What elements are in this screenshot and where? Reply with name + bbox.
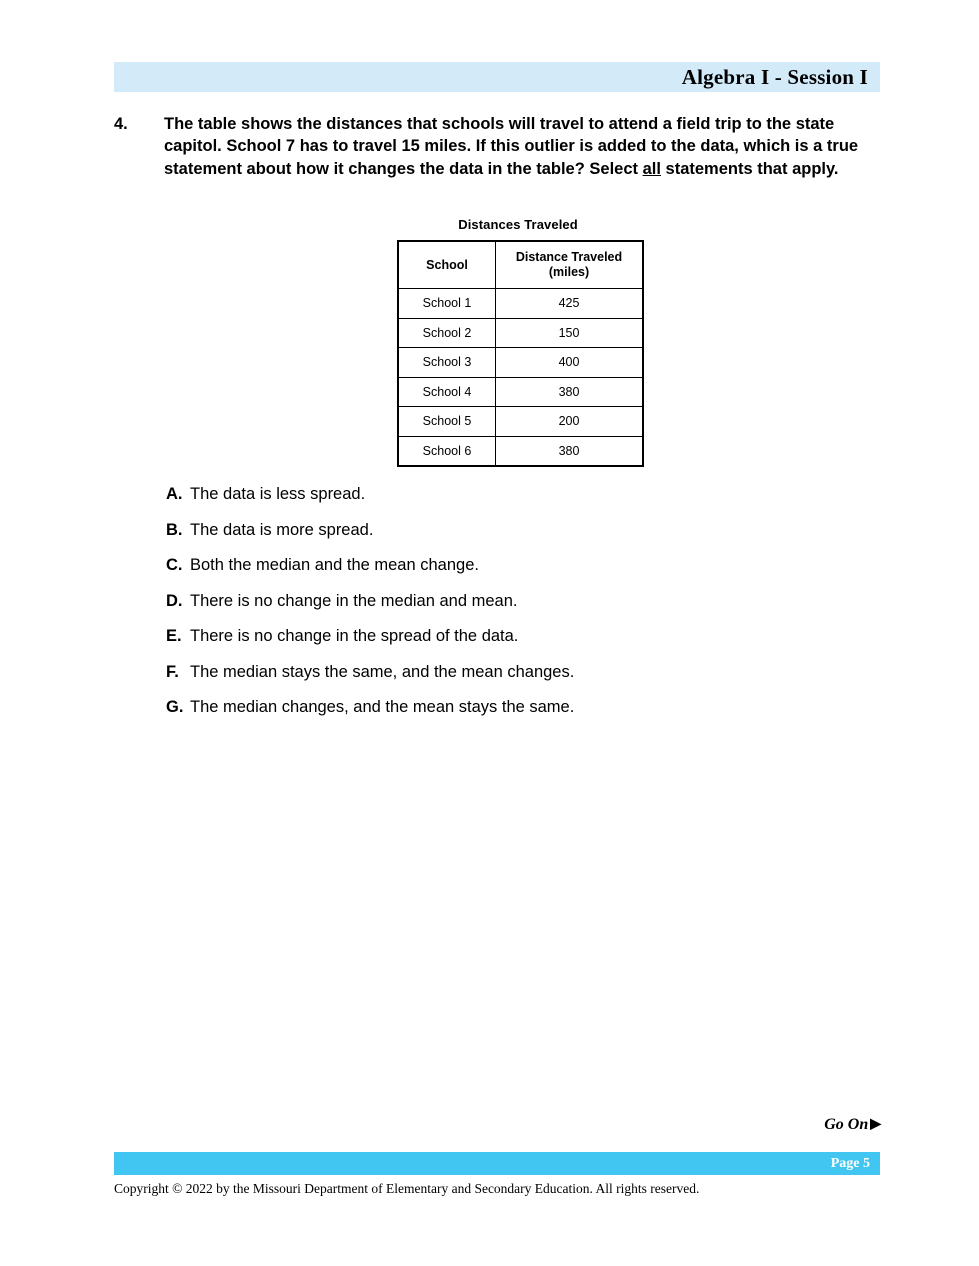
- option-text-c: Both the median and the mean change.: [190, 556, 479, 574]
- option-text-g: The median changes, and the mean stays the same.: [190, 698, 575, 716]
- column-header-distance-line1: Distance Traveled: [515, 250, 623, 264]
- column-header-school: School: [398, 241, 496, 289]
- answer-option-f[interactable]: [166, 662, 866, 683]
- option-text-a: The data is less spread.: [190, 485, 366, 503]
- cell-distance: 380: [496, 436, 644, 466]
- table-header: [398, 241, 643, 289]
- answer-option-g[interactable]: [166, 697, 866, 718]
- option-text-b: The data is more spread.: [190, 520, 374, 539]
- table-row: [398, 348, 643, 378]
- cell-distance: 150: [496, 318, 644, 348]
- option-letter-c: C.: [166, 556, 183, 574]
- table-row: [398, 377, 643, 407]
- answer-options-list: [166, 484, 866, 733]
- option-letter-e: E.: [166, 627, 182, 645]
- question-emphasis-all: all: [642, 159, 661, 178]
- option-text-f: The median stays the same, and the mean changes.: [190, 662, 575, 681]
- option-text-e: There is no change in the spread of the data.: [190, 627, 519, 645]
- option-letter-b: B.: [166, 520, 183, 539]
- answer-option-d[interactable]: [166, 591, 866, 612]
- page-number-label: Page 5: [830, 1155, 870, 1171]
- table-caption: Distances Traveled: [458, 217, 578, 232]
- page-title: Algebra I - Session I: [681, 64, 868, 89]
- cell-school: School 2: [398, 318, 496, 348]
- table-row: [398, 407, 643, 437]
- question-text-part1: The table shows the distances that schools will travel to attend a field trip to the state capitol. School 7 has to travel 15 miles. If this outlier is added to the data, which is a true statement about how it changes the data in the table? Select: [164, 115, 859, 178]
- question-number: 4.: [114, 115, 128, 133]
- column-header-distance: [496, 241, 644, 289]
- option-text-d: There is no change in the median and mean.: [190, 591, 518, 610]
- answer-option-c[interactable]: [166, 555, 866, 576]
- cell-school: School 6: [398, 436, 496, 466]
- cell-distance: 425: [496, 289, 644, 319]
- cell-school: School 5: [398, 407, 496, 437]
- distances-table-container: [397, 217, 639, 467]
- question-text-part2: statements that apply.: [660, 159, 839, 178]
- go-on-indicator: [824, 1116, 881, 1134]
- option-letter-f: F.: [166, 662, 179, 681]
- table-row: [398, 436, 643, 466]
- cell-distance: 200: [496, 407, 644, 437]
- cell-distance: 400: [496, 348, 644, 378]
- option-letter-d: D.: [166, 591, 183, 610]
- column-header-distance-line2: (miles): [548, 265, 590, 279]
- footer-bar: [114, 1152, 880, 1175]
- answer-option-e[interactable]: [166, 626, 866, 647]
- session-header-bar: [114, 62, 880, 92]
- cell-distance: 380: [496, 377, 644, 407]
- table-body: [398, 289, 643, 467]
- answer-option-b[interactable]: [166, 520, 866, 541]
- answer-option-a[interactable]: [166, 484, 866, 505]
- option-letter-g: G.: [166, 698, 184, 716]
- distances-traveled-table: [397, 240, 644, 467]
- option-letter-a: A.: [166, 485, 183, 503]
- right-triangle-icon: ▶: [870, 1117, 881, 1132]
- question-text: [164, 113, 882, 180]
- cell-school: School 4: [398, 377, 496, 407]
- copyright-notice: Copyright © 2022 by the Missouri Department of Elementary and Secondary Education. All rights reserved.: [114, 1181, 700, 1196]
- table-header-row: [398, 241, 643, 289]
- cell-school: School 1: [398, 289, 496, 319]
- question-block: [114, 113, 882, 180]
- table-row: [398, 289, 643, 319]
- cell-school: School 3: [398, 348, 496, 378]
- table-row: [398, 318, 643, 348]
- go-on-label: Go On: [824, 1116, 869, 1133]
